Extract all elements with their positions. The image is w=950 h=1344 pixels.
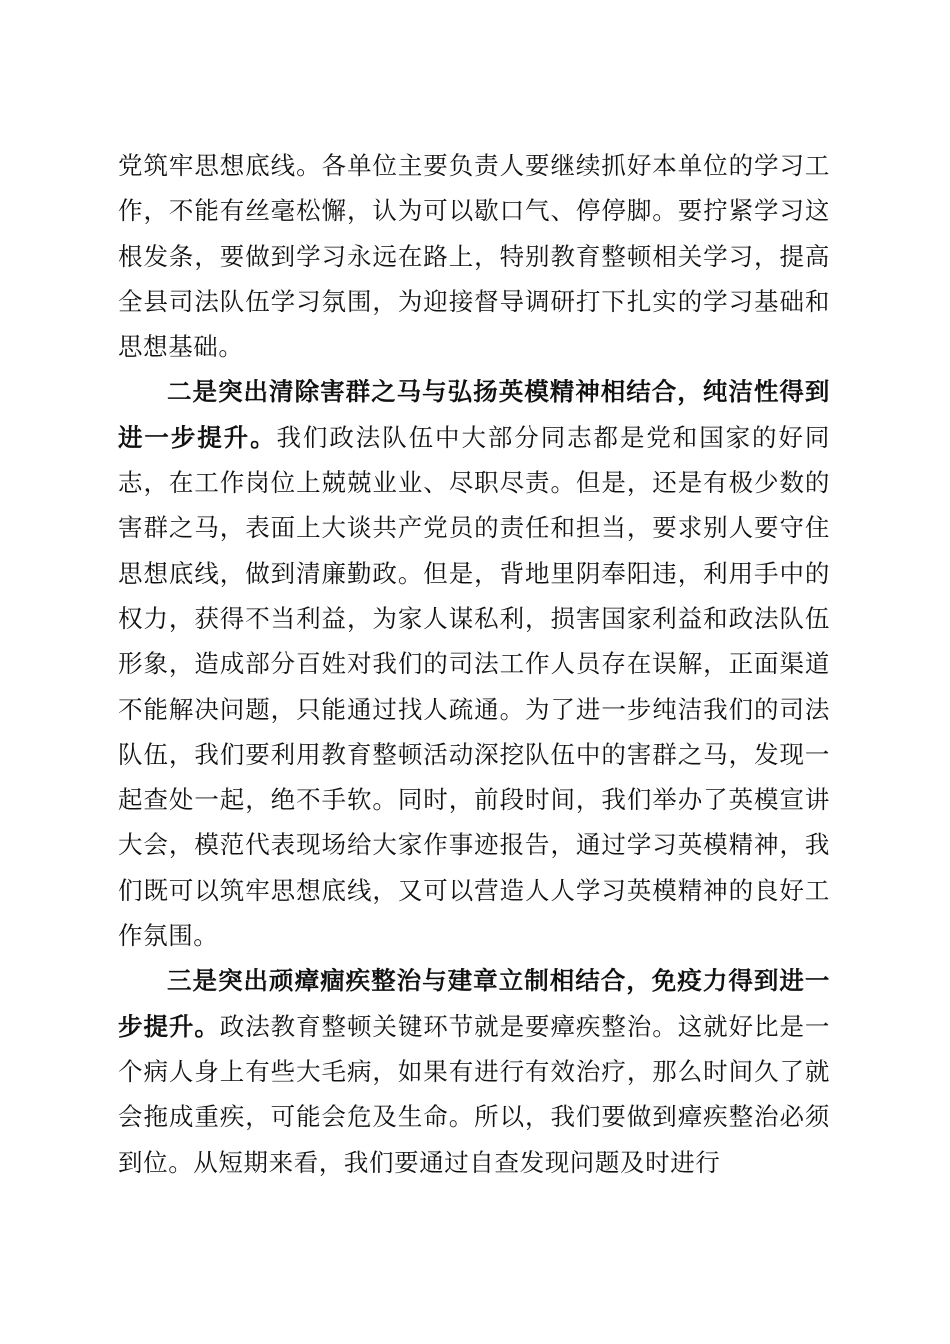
paragraph-1 xyxy=(118,143,830,369)
paragraph-2-lead: 二是突出清除害群之马与弘扬英模精神相结合，纯洁性得到进一步提升。 xyxy=(118,377,830,452)
paragraph-2-text: 我们政法队伍中大部分同志都是党和国家的好同志，在工作岗位上兢兢业业、尽职尽责。但是，还是有极少数的害群之马，表面上大谈共产党员的责任和担当，要求别人要守住思想底线，做到清廉勤政。但是，背地里阴奉阳违，利用手中的权力，获得不当利益，为家人谋私利，损害国家利益和政法队伍形象，造成部分百姓对我们的司法工作人员存在误解，正面渠道不能解决问题，只能通过找人疏通。为了进一步纯洁我们的司法队伍，我们要利用教育整顿活动深挖队伍中的害群之马，发现一起查处一起，绝不手软。同时，前段时间，我们举办了英模宣讲大会，模范代表现场给大家作事迹报告，通过学习英模精神，我们既可以筑牢思想底线，又可以营造人人学习英模精神的良好工作氛围。 xyxy=(118,422,830,951)
paragraph-2 xyxy=(118,369,830,958)
paragraph-3-lead: 三是突出顽瘴痼疾整治与建章立制相结合，免疫力得到进一步提升。 xyxy=(118,966,830,1041)
paragraph-3 xyxy=(118,958,830,1184)
paragraph-1-text: 党筑牢思想底线。各单位主要负责人要继续抓好本单位的学习工作，不能有丝毫松懈，认为可以歇口气、停停脚。要拧紧学习这根发条，要做到学习永远在路上，特别教育整顿相关学习，提高全县司法队伍学习氛围，为迎接督导调研打下扎实的学习基础和思想基础。 xyxy=(118,151,830,362)
document-body xyxy=(118,143,830,1185)
paragraph-3-text: 政法教育整顿关键环节就是要瘴疾整治。这就好比是一个病人身上有些大毛病，如果有进行有效治疗，那么时间久了就会拖成重疾，可能会危及生命。所以，我们要做到瘴疾整治必须到位。从短期来看，我们要通过自查发现问题及时进行 xyxy=(118,1011,830,1177)
